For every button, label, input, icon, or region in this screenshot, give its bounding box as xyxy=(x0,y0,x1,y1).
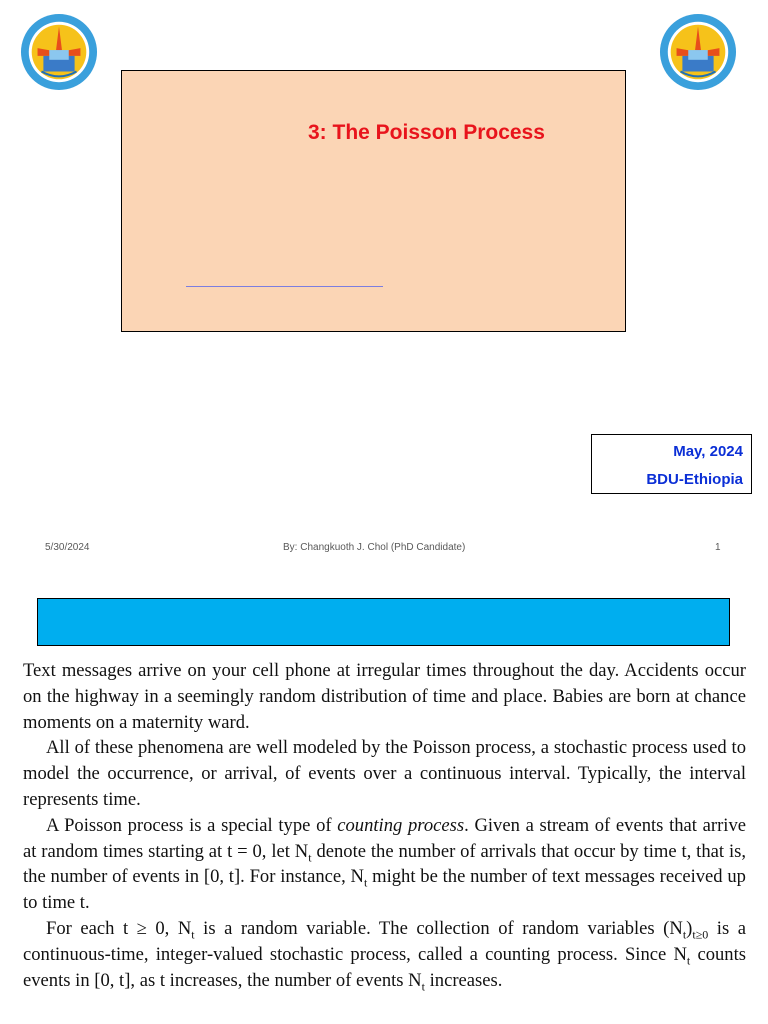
paragraph: For each t ≥ 0, $N_t$ is a random variable. The collection of random variables $(N_t)_{t\ge 0}$ is a continuous-time, integer-valued stochastic process, called a counting process. Since $N_t$ counts events in [0, t], as t increases, the number of events $N_t$ increases. xyxy=(23,917,746,994)
title-box xyxy=(121,70,626,332)
section-header-bar xyxy=(37,598,730,646)
footer-page-number: 1 xyxy=(715,542,721,553)
date-box xyxy=(591,434,752,494)
footer-date: 5/30/2024 xyxy=(45,542,90,553)
paragraph: A Poisson process is a special type of counting process. Given a stream of events that arrive at random times starting at t = 0, let $N_t$ denote the number of arrivals that occur by time t, that is, the number of events in [0, t]. For instance, $N_t$ might be the number of text messages received up to time t. xyxy=(23,814,746,914)
body-text xyxy=(23,658,746,993)
date-label: May, 2024 xyxy=(673,443,743,460)
university-seal-icon xyxy=(659,13,737,91)
footer-author: By: Changkuoth J. Chol (PhD Candidate) xyxy=(283,542,466,553)
emphasis: counting process xyxy=(337,814,465,836)
university-seal-icon xyxy=(20,13,98,91)
slide-title: 3: The Poisson Process xyxy=(308,121,545,144)
title-underline xyxy=(186,286,383,287)
paragraph: Text messages arrive on your cell phone at irregular times throughout the day. Accidents occur on the highway in a seemingly random distribution of time and place. Babies are born at chance moments on a maternity ward. xyxy=(23,660,746,733)
institution-label: BDU-Ethiopia xyxy=(646,471,743,488)
paragraph: All of these phenomena are well modeled by the Poisson process, a stochastic process used to model the occurrence, or arrival, of events over a continuous interval. Typically, the interval represents time. xyxy=(23,737,746,810)
